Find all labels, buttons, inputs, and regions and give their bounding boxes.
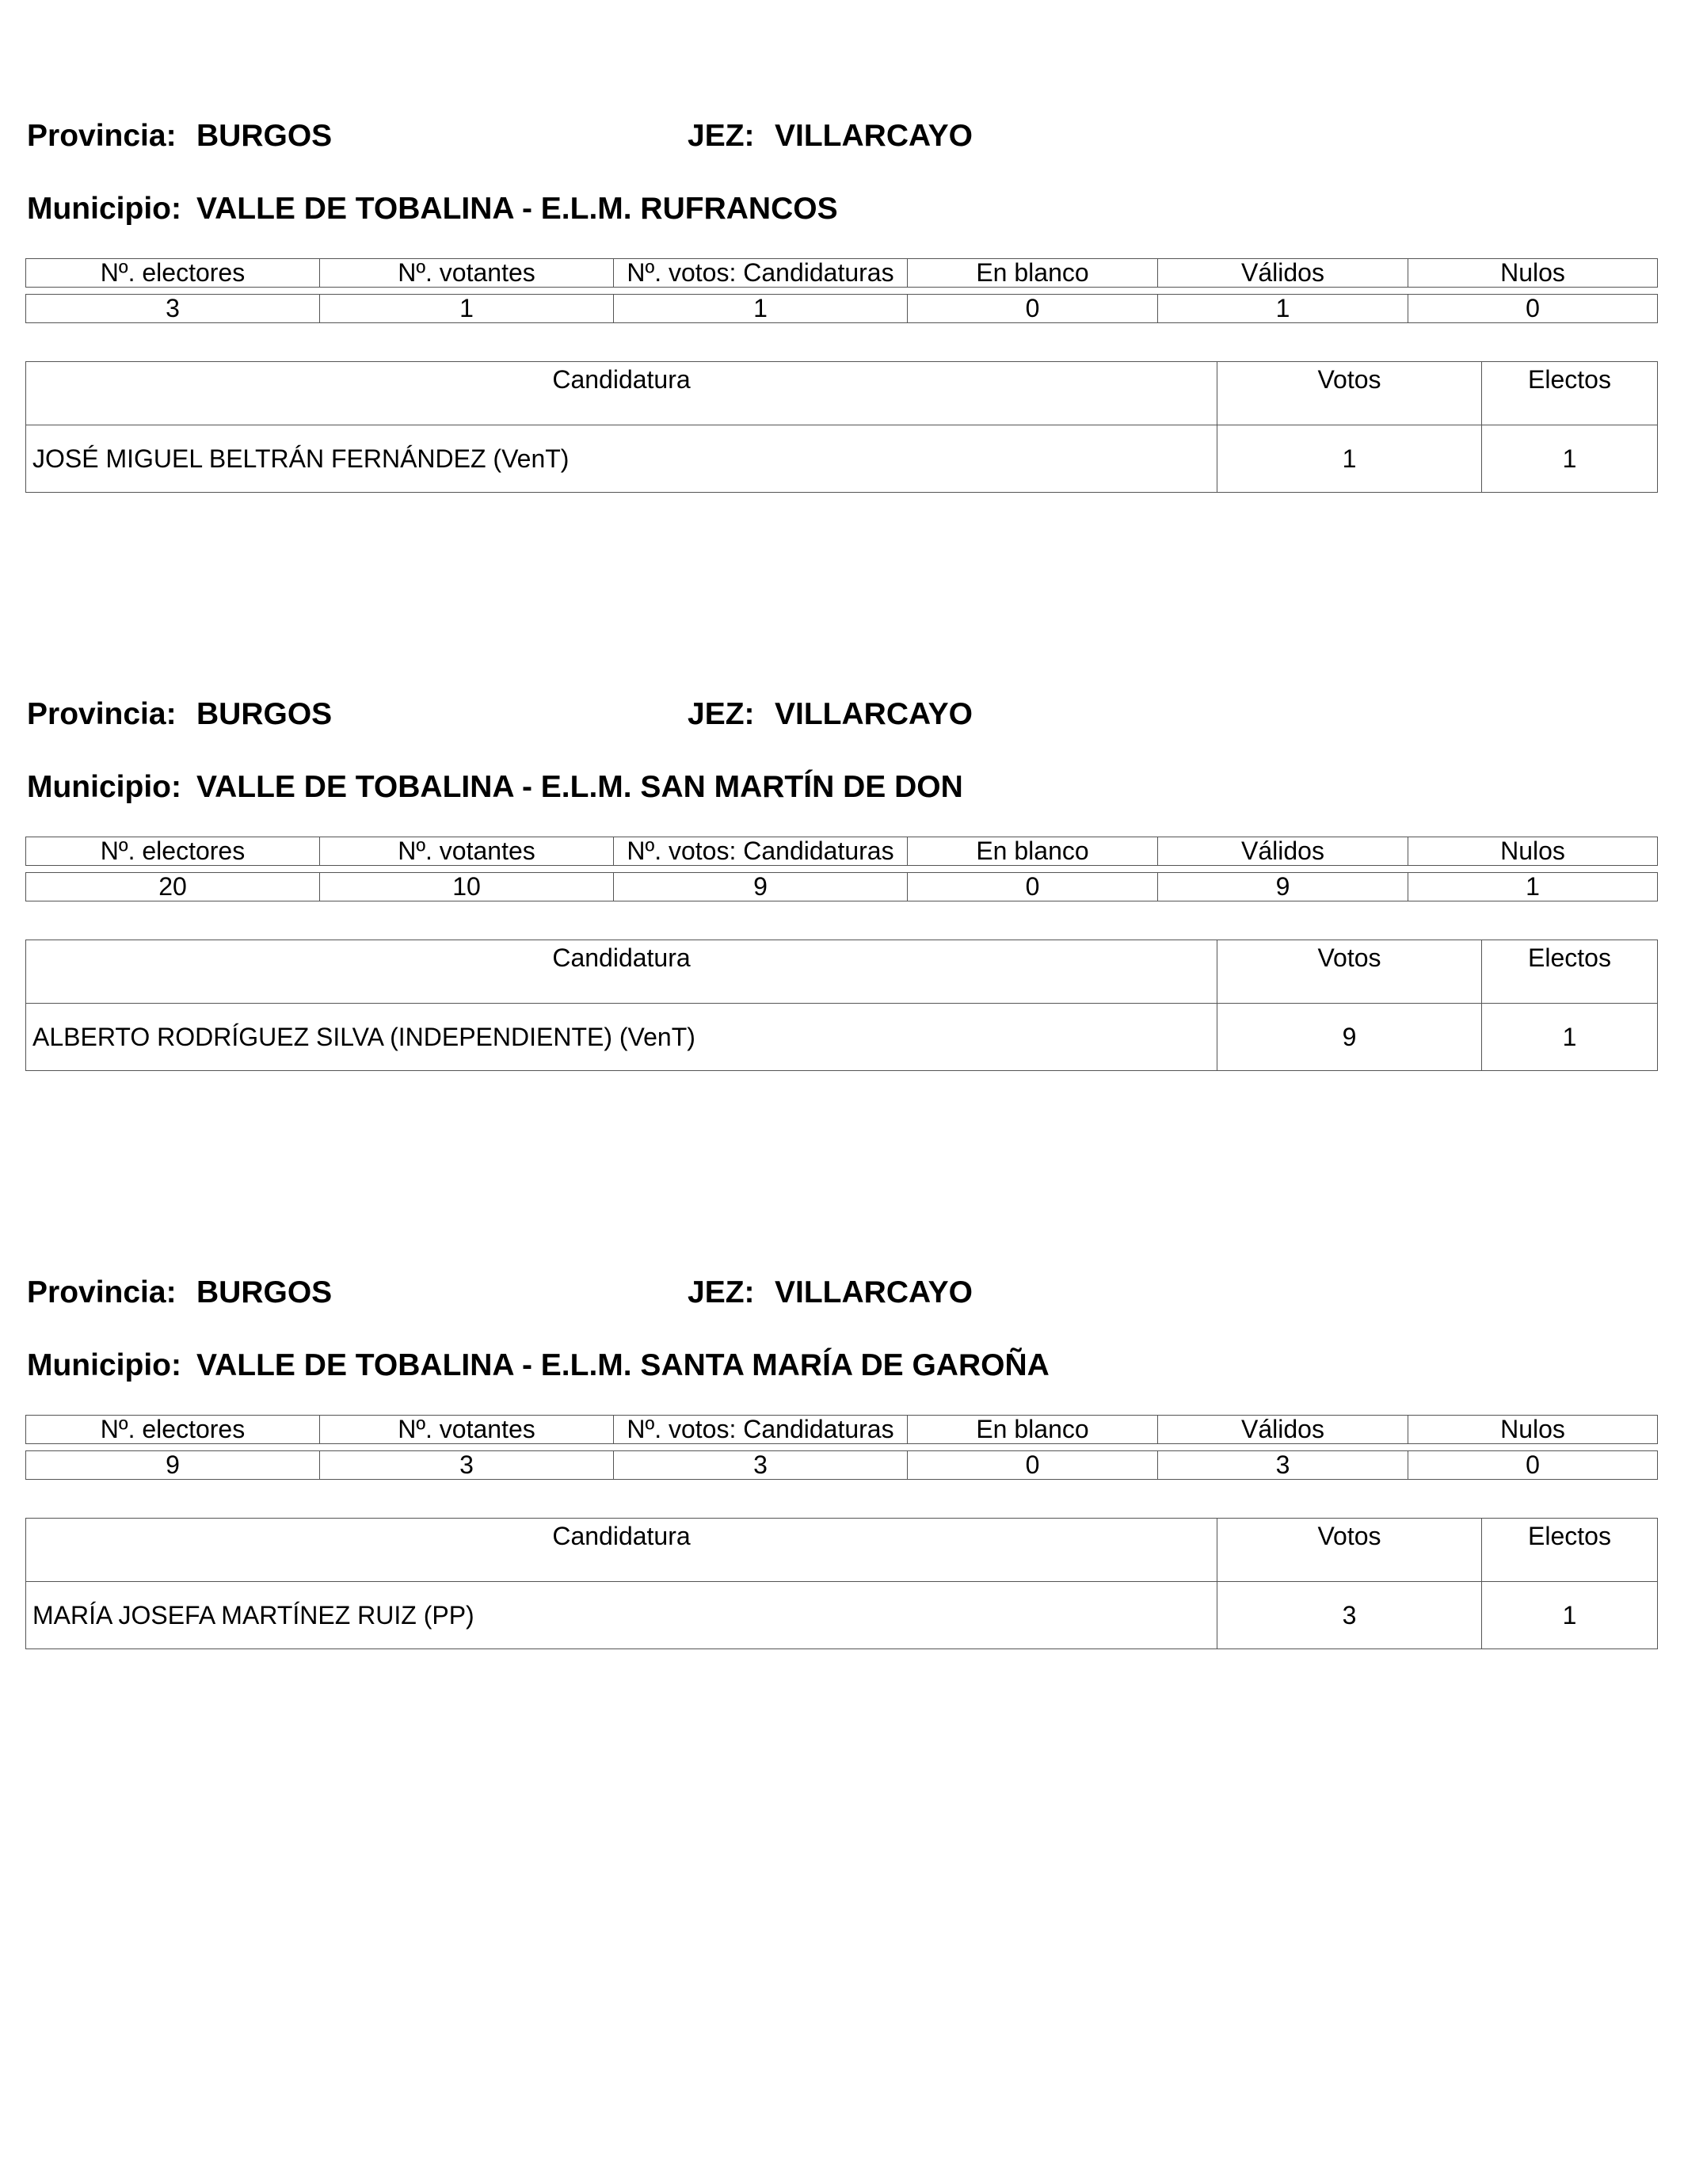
municipio-label: Municipio: xyxy=(27,770,181,804)
stat-value: 0 xyxy=(908,295,1158,323)
provincia-value: BURGOS xyxy=(196,697,333,731)
stat-header: En blanco xyxy=(908,259,1158,288)
stats-table xyxy=(25,1415,1658,1480)
provincia-value: BURGOS xyxy=(196,119,333,153)
electos-header: Electos xyxy=(1482,1519,1658,1582)
municipio-label: Municipio: xyxy=(27,192,181,226)
candidates-table xyxy=(25,1518,1658,1649)
candidate-votos: 1 xyxy=(1217,425,1482,493)
candidate-name: MARÍA JOSEFA MARTÍNEZ RUIZ (PP) xyxy=(26,1582,1217,1649)
jez-value: VILLARCAYO xyxy=(775,697,973,731)
candidates-header-row xyxy=(26,940,1658,1004)
stat-value: 3 xyxy=(26,295,320,323)
candidate-row xyxy=(26,1004,1658,1071)
stat-value: 0 xyxy=(1408,1451,1658,1480)
jez-label: JEZ: xyxy=(688,697,755,731)
election-section xyxy=(25,689,1657,1051)
provincia-label: Provincia: xyxy=(27,697,177,731)
municipio-value: VALLE DE TOBALINA - E.L.M. SANTA MARÍA DE GAROÑA xyxy=(196,1348,1050,1382)
candidate-row xyxy=(26,1582,1658,1649)
stat-header: Nulos xyxy=(1408,837,1658,866)
stats-header-row xyxy=(26,837,1658,866)
candidate-name: ALBERTO RODRÍGUEZ SILVA (INDEPENDIENTE) (VenT) xyxy=(26,1004,1217,1071)
stat-header: Nº. votos: Candidaturas xyxy=(614,837,908,866)
stat-value: 0 xyxy=(908,873,1158,901)
jez-value: VILLARCAYO xyxy=(775,1275,973,1309)
stat-value: 9 xyxy=(1158,873,1408,901)
candidatura-header: Candidatura xyxy=(26,1519,1217,1582)
candidate-votos: 9 xyxy=(1217,1004,1482,1071)
stat-value: 1 xyxy=(1408,873,1658,901)
stat-value: 1 xyxy=(1158,295,1408,323)
jez-label: JEZ: xyxy=(688,119,755,153)
candidates-header-row xyxy=(26,362,1658,425)
stat-header: Nº. electores xyxy=(26,259,320,288)
candidate-electos: 1 xyxy=(1482,1004,1658,1071)
stat-header: Nº. votantes xyxy=(320,837,614,866)
stat-header: Nº. electores xyxy=(26,1416,320,1444)
candidatura-header: Candidatura xyxy=(26,362,1217,425)
stat-header: En blanco xyxy=(908,1416,1158,1444)
candidates-table xyxy=(25,940,1658,1071)
stat-value: 9 xyxy=(26,1451,320,1480)
candidate-votos: 3 xyxy=(1217,1582,1482,1649)
provincia-value: BURGOS xyxy=(196,1275,333,1309)
stat-value: 10 xyxy=(320,873,614,901)
provincia-label: Provincia: xyxy=(27,1275,177,1309)
election-section xyxy=(25,111,1657,473)
municipio-value: VALLE DE TOBALINA - E.L.M. RUFRANCOS xyxy=(196,192,838,226)
candidate-name: JOSÉ MIGUEL BELTRÁN FERNÁNDEZ (VenT) xyxy=(26,425,1217,493)
stats-table xyxy=(25,258,1658,323)
stats-value-row xyxy=(26,1451,1658,1480)
stat-value: 3 xyxy=(614,1451,908,1480)
votos-header: Votos xyxy=(1217,1519,1482,1582)
stats-table xyxy=(25,837,1658,901)
candidate-row xyxy=(26,425,1658,493)
municipio-label: Municipio: xyxy=(27,1348,181,1382)
stat-value: 1 xyxy=(614,295,908,323)
provincia-label: Provincia: xyxy=(27,119,177,153)
candidates-header-row xyxy=(26,1519,1658,1582)
stat-header: Nº. votantes xyxy=(320,259,614,288)
candidate-electos: 1 xyxy=(1482,1582,1658,1649)
electos-header: Electos xyxy=(1482,940,1658,1004)
stat-header: Nulos xyxy=(1408,259,1658,288)
stat-header: Válidos xyxy=(1158,1416,1408,1444)
stat-header: En blanco xyxy=(908,837,1158,866)
candidates-table xyxy=(25,361,1658,493)
stat-header: Nº. electores xyxy=(26,837,320,866)
election-section xyxy=(25,1267,1657,1629)
stat-value: 0 xyxy=(908,1451,1158,1480)
candidate-electos: 1 xyxy=(1482,425,1658,493)
stat-value: 0 xyxy=(1408,295,1658,323)
stat-header: Válidos xyxy=(1158,259,1408,288)
stats-header-row xyxy=(26,259,1658,288)
stat-value: 20 xyxy=(26,873,320,901)
stats-header-row xyxy=(26,1416,1658,1444)
stat-value: 1 xyxy=(320,295,614,323)
stat-header: Nº. votos: Candidaturas xyxy=(614,259,908,288)
stat-value: 9 xyxy=(614,873,908,901)
municipio-value: VALLE DE TOBALINA - E.L.M. SAN MARTÍN DE DON xyxy=(196,770,963,804)
jez-label: JEZ: xyxy=(688,1275,755,1309)
jez-value: VILLARCAYO xyxy=(775,119,973,153)
stat-value: 3 xyxy=(320,1451,614,1480)
stat-header: Nulos xyxy=(1408,1416,1658,1444)
stats-value-row xyxy=(26,873,1658,901)
stat-header: Nº. votantes xyxy=(320,1416,614,1444)
stat-value: 3 xyxy=(1158,1451,1408,1480)
votos-header: Votos xyxy=(1217,940,1482,1004)
electos-header: Electos xyxy=(1482,362,1658,425)
stat-header: Nº. votos: Candidaturas xyxy=(614,1416,908,1444)
candidatura-header: Candidatura xyxy=(26,940,1217,1004)
stat-header: Válidos xyxy=(1158,837,1408,866)
votos-header: Votos xyxy=(1217,362,1482,425)
stats-value-row xyxy=(26,295,1658,323)
